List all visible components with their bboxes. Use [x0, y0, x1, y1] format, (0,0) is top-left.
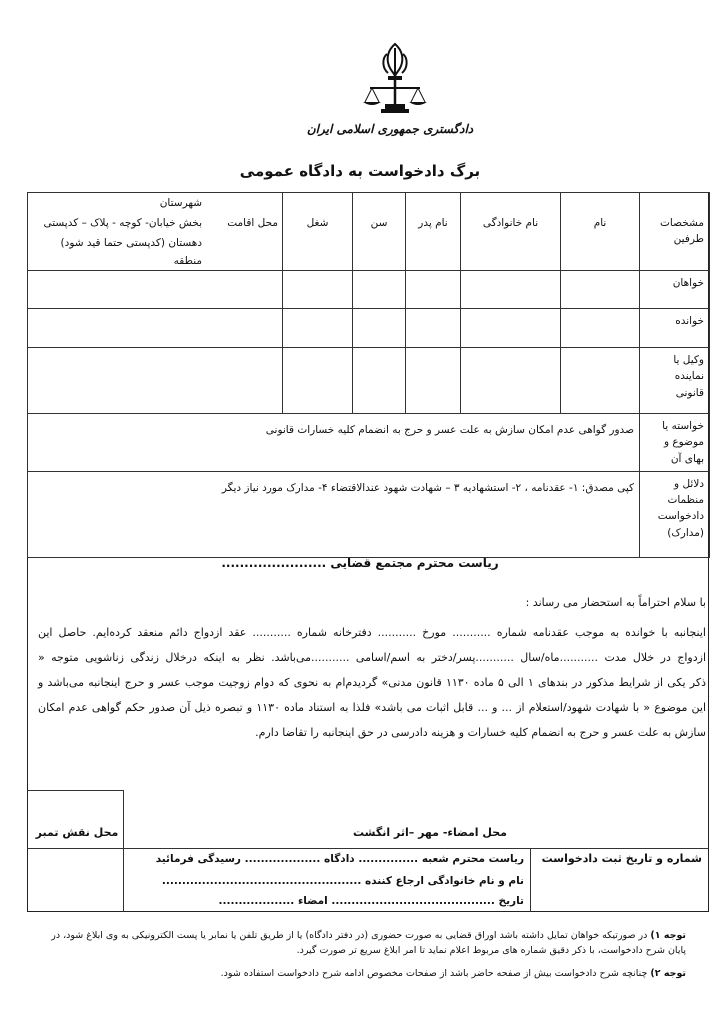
- iran-emblem-icon: [340, 40, 450, 120]
- lawyer-father-name-field[interactable]: [406, 348, 461, 414]
- lawyer-label: وکیل یا نماینده قانونی: [640, 348, 710, 414]
- registration-label: شماره و تاریخ ثبت دادخواست: [541, 852, 702, 865]
- col-father-name: نام پدر: [406, 193, 461, 271]
- residence-city-label: شهرستان: [159, 197, 202, 209]
- note-2-text: چنانچه شرح دادخواست بیش از صفحه حاضر باشد از صفحات مخصوص ادامه شرح دادخواست استفاده شود.: [220, 968, 648, 979]
- claim-row: [28, 414, 710, 472]
- lawyer-residence-field[interactable]: [28, 348, 283, 414]
- date-signature-line[interactable]: تاریخ ......................................... امضاء ...................: [218, 895, 524, 907]
- letter-greeting: با سلام احتراماً به استحضار می رساند :: [525, 596, 706, 609]
- stamp-label: محل نقش تمبر: [35, 826, 119, 839]
- table-row-defendant: [28, 309, 710, 348]
- defendant-last-name-field[interactable]: [461, 309, 561, 348]
- col-first-name: نام: [561, 193, 640, 271]
- form-title: برگ دادخواست به دادگاه عمومی: [239, 162, 481, 180]
- organization-name: دادگستری جمهوری اسلامی ایران: [306, 122, 474, 136]
- plaintiff-first-name-field[interactable]: [561, 271, 640, 309]
- col-job: شغل: [283, 193, 353, 271]
- lawyer-last-name-field[interactable]: [461, 348, 561, 414]
- residence-region-label: منطقه: [173, 255, 202, 267]
- plaintiff-father-name-field[interactable]: [406, 271, 461, 309]
- defendant-label: خوانده: [640, 309, 710, 348]
- defendant-father-name-field[interactable]: [406, 309, 461, 348]
- col-age: سن: [353, 193, 406, 271]
- defendant-residence-field[interactable]: [28, 309, 283, 348]
- col-specs: مشخصات طرفین: [640, 193, 710, 271]
- addressee-heading: ریاست محترم مجتمع قضایی .......................: [221, 556, 499, 570]
- residence-address-label: بخش خیابان- کوچه - پلاک – کدپستی: [43, 217, 202, 229]
- claim-label: خواسته یا موضوع و بهای آن: [640, 414, 710, 472]
- parties-table: [27, 192, 710, 558]
- letter-line: این موضوع « با شهادت شهود/استعلام از ... و ... قابل اثبات می باشد» فلذا به استناد ماده ۱۱۳۰ و تبصره ذیل آن صدور حکم گواهی عدم امکان: [38, 701, 707, 714]
- lawyer-first-name-field[interactable]: [561, 348, 640, 414]
- plaintiff-job-field[interactable]: [283, 271, 353, 309]
- note-1-title: توجه ۱): [650, 930, 686, 941]
- plaintiff-last-name-field[interactable]: [461, 271, 561, 309]
- letter-line: ذکر یکی از شرایط مذکور در بندهای ۱ الی ۵ ماده ۱۱۳۰ قانون مدنی» گردیدم‌ام به نحوی که دوام زوجیت موجب عسر و حرج اینجانبه می‌باشد و: [38, 676, 706, 689]
- defendant-age-field[interactable]: [353, 309, 406, 348]
- note-1: [40, 928, 686, 958]
- residence-label: محل اقامت: [227, 217, 278, 229]
- stamp-box[interactable]: [27, 790, 124, 912]
- table-row-lawyer: [28, 348, 710, 414]
- col-last-name: نام خانوادگی: [461, 193, 561, 271]
- col-residence: [28, 193, 283, 271]
- claim-value[interactable]: صدور گواهی عدم امکان سازش به علت عسر و حرج به انضمام کلیه خسارات قانونی: [28, 414, 640, 472]
- plaintiff-age-field[interactable]: [353, 271, 406, 309]
- note-2: [40, 966, 686, 981]
- signature-label: محل امضاء- مهر –اثر انگشت: [353, 826, 507, 839]
- note-1-text: در صورتیکه خواهان تمایل داشته باشد اوراق قضایی به صورت حضوری (در دفتر دادگاه) یا از طریق تلفن یا نمابر یا پست الکترونیکی به وی ابلاغ شود، در پایان شرح دادخواست، با ذکر دقیق شماره های مربوط اعلام نماید تا امر ابلاغ سریع تر صورت گیرد.: [51, 930, 686, 957]
- lawyer-age-field[interactable]: [353, 348, 406, 414]
- letter-line: سازش به علت عسر و حرج به انضمام کلیه خسارات و هزینه دادرسی در حق اینجانبه را تقاضا دارم.: [255, 726, 706, 739]
- table-header-row: [28, 193, 710, 271]
- branch-line[interactable]: ریاست محترم شعبه ............... دادگاه ................... رسیدگی فرمائید: [155, 853, 524, 865]
- evidence-row: [28, 471, 710, 557]
- note-2-title: توجه ۲): [650, 968, 686, 979]
- evidence-label: دلائل و منظمات دادخواست (مدارک): [640, 471, 710, 557]
- letter-line: ازدواج در خلال مدت ...........ماه/سال ...........پسر/دختر به اسم/اسامی ...........می‌باشد. نظر به اینکه درخلال زندگی زناشویی متوجه «: [38, 651, 706, 664]
- letter-line: اینجانبه با خوانده به موجب عقدنامه شماره ........... مورخ ........... دفترخانه شماره ........... عقد ازدواج دائم منعقد کرده‌ایم. حاصل این: [38, 626, 706, 639]
- lawyer-job-field[interactable]: [283, 348, 353, 414]
- referee-line[interactable]: نام و نام خانوادگی ارجاع کننده ..................................................: [161, 875, 524, 887]
- defendant-job-field[interactable]: [283, 309, 353, 348]
- plaintiff-residence-field[interactable]: [28, 271, 283, 309]
- defendant-first-name-field[interactable]: [561, 309, 640, 348]
- table-row-plaintiff: [28, 271, 710, 309]
- evidence-value[interactable]: کپی مصدق: ۱- عقدنامه ، ۲- استشهادیه ۳ – شهادت شهود عندالاقتضاء ۴- مدارک مورد نیاز دیگر: [28, 471, 640, 557]
- plaintiff-label: خواهان: [640, 271, 710, 309]
- residence-postal-label: دهستان (کدپستی حتما قید شود): [60, 237, 202, 249]
